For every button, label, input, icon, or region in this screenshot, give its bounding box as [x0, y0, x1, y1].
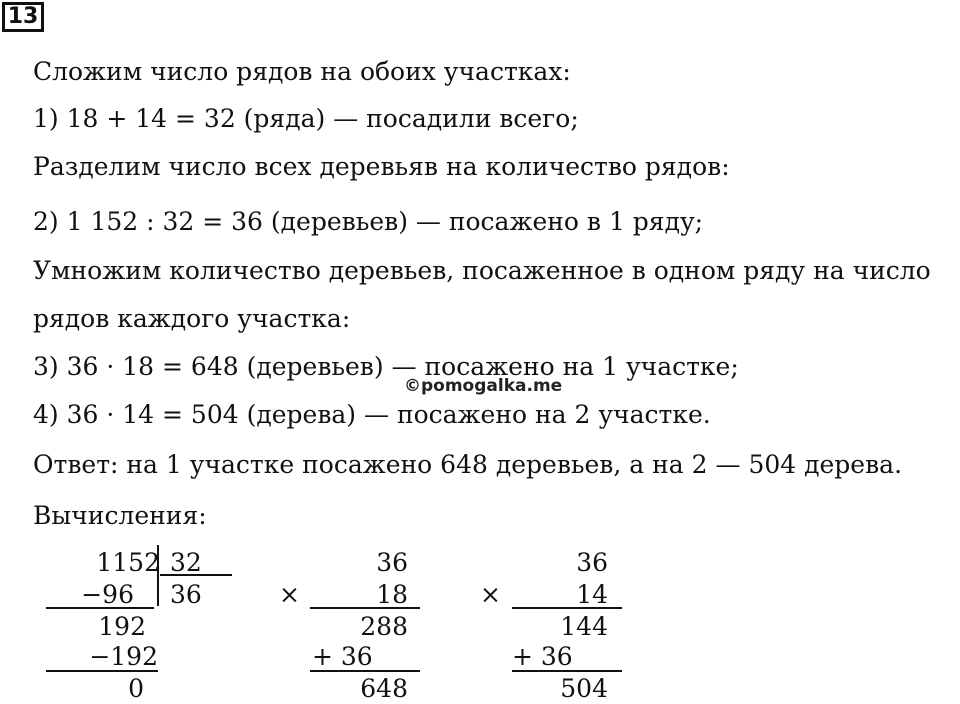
mult1-factor-b: 18 — [376, 580, 408, 609]
mult2-underline-2 — [512, 670, 622, 672]
division-quotient: 36 — [170, 580, 202, 609]
text-line-9: Ответ: на 1 участке посажено 648 деревьев, а на 2 — 504 дерева. — [33, 450, 903, 479]
mult1-underline-2 — [310, 670, 420, 672]
division-remainder-1: 192 — [98, 612, 146, 641]
text-line-6: рядов каждого участка: — [33, 304, 351, 333]
division-underline-1 — [46, 607, 154, 609]
mult2-underline-1 — [512, 607, 622, 609]
text-line-3: Разделим число всех деревьяв на количество рядов: — [33, 152, 730, 181]
division-divisor: 32 — [170, 548, 202, 577]
mult2-sign: × — [480, 580, 501, 609]
watermark: ©pomogalka.me — [404, 376, 563, 396]
mult1-result: 648 — [360, 674, 408, 703]
mult1-underline-1 — [310, 607, 420, 609]
division-vertical-bar — [157, 545, 159, 606]
problem-number-badge: 13 — [2, 2, 44, 32]
text-line-4: 2) 1 152 : 32 = 36 (деревьев) — посажено в 1 ряду; — [33, 207, 704, 236]
text-line-2: 1) 18 + 14 = 32 (ряда) — посадили всего; — [33, 104, 579, 133]
mult2-factor-a: 36 — [576, 548, 608, 577]
mult2-partial-2: + 36 — [512, 642, 573, 671]
division-subtrahend-2: −192 — [89, 642, 158, 671]
division-dividend: 1152 — [96, 548, 160, 577]
text-line-1: Сложим число рядов на обоих участках: — [33, 57, 571, 86]
text-line-10: Вычисления: — [33, 501, 207, 530]
text-line-5: Умножим количество деревьев, посаженное в одном ряду на число — [33, 256, 931, 285]
text-line-8: 4) 36 · 14 = 504 (дерева) — посажено на 2 участке. — [33, 400, 711, 429]
mult2-partial-1: 144 — [560, 612, 608, 641]
division-subtrahend-1: −96 — [81, 580, 134, 609]
division-underline-2 — [46, 670, 158, 672]
mult1-sign: × — [279, 580, 300, 609]
mult1-partial-1: 288 — [360, 612, 408, 641]
mult1-factor-a: 36 — [376, 548, 408, 577]
division-divisor-line — [160, 574, 232, 576]
mult2-factor-b: 14 — [576, 580, 608, 609]
division-result: 0 — [128, 674, 144, 703]
mult2-result: 504 — [560, 674, 608, 703]
text-line-7: 3) 36 · 18 = 648 (деревьев) — посажено на 1 участке; — [33, 352, 739, 381]
mult1-partial-2: + 36 — [312, 642, 373, 671]
